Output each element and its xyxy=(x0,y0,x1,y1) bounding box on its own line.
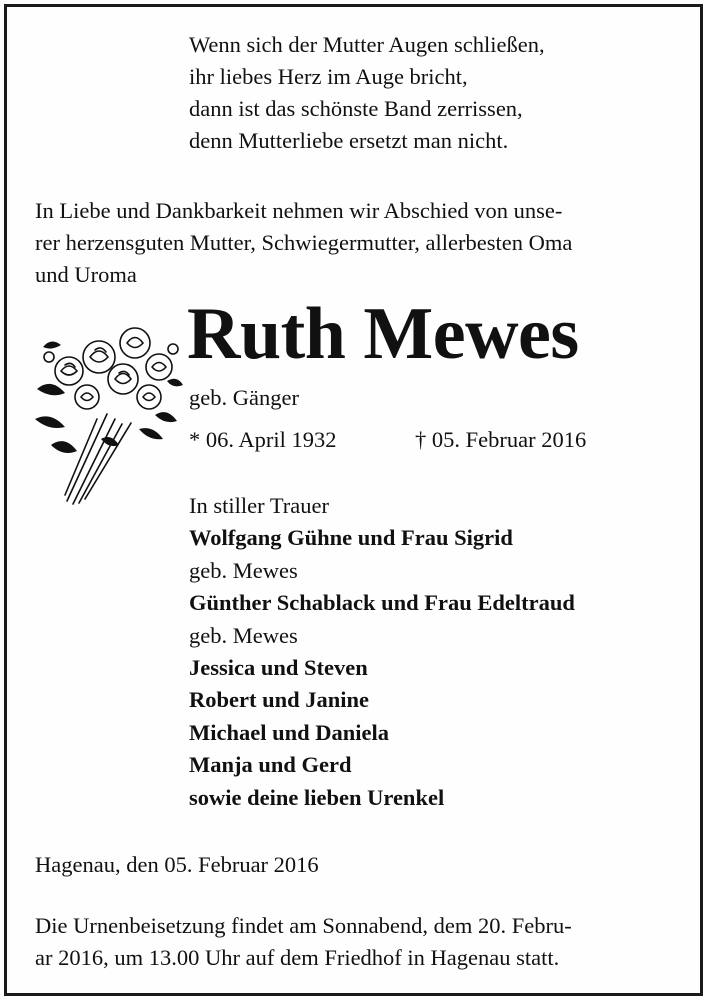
poem-line: Wenn sich der Mutter Augen schließen, xyxy=(189,32,545,57)
intro-line: In Liebe und Dankbarkeit nehmen wir Abschied von unse- xyxy=(35,198,563,223)
obituary-notice xyxy=(4,4,703,996)
intro-line: und Uroma xyxy=(35,262,137,287)
memorial-poem xyxy=(189,29,545,157)
mourner-line: Michael und Daniela xyxy=(189,719,390,745)
maiden-name: geb. Gänger xyxy=(189,385,299,410)
burial-line: Die Urnenbeisetzung findet am Sonnabend, dem 20. Febru- xyxy=(35,913,572,938)
flower-bouquet-icon xyxy=(27,319,187,509)
mourner-line: Robert und Janine xyxy=(189,687,370,713)
poem-line: ihr liebes Herz im Auge bricht, xyxy=(189,64,468,89)
mourners-list xyxy=(189,490,575,814)
deceased-name: Ruth Mewes xyxy=(187,293,579,375)
burial-line: ar 2016, um 13.00 Uhr auf dem Friedhof in Hagenau statt. xyxy=(35,945,560,970)
mourner-line: Jessica und Steven xyxy=(189,655,368,681)
farewell-intro xyxy=(35,195,675,291)
poem-line: dann ist das schönste Band zerrissen, xyxy=(189,96,523,121)
mourner-line: Günther Schablack und Frau Edeltraud xyxy=(189,590,575,616)
mourner-line: sowie deine lieben Urenkel xyxy=(189,784,445,810)
mourner-line: geb. Mewes xyxy=(189,557,298,583)
burial-notice xyxy=(35,910,572,974)
mourners-heading: In stiller Trauer xyxy=(189,493,329,518)
poem-line: denn Mutterliebe ersetzt man nicht. xyxy=(189,128,509,153)
mourner-line: Manja und Gerd xyxy=(189,752,352,778)
death-date: † 05. Februar 2016 xyxy=(415,427,587,452)
birth-date: * 06. April 1932 xyxy=(189,427,337,452)
mourner-line: Wolfgang Gühne und Frau Sigrid xyxy=(189,525,513,551)
mourner-line: geb. Mewes xyxy=(189,622,298,648)
place-and-date: Hagenau, den 05. Februar 2016 xyxy=(35,852,319,877)
intro-line: rer herzensguten Mutter, Schwiegermutter, allerbesten Oma xyxy=(35,230,573,255)
